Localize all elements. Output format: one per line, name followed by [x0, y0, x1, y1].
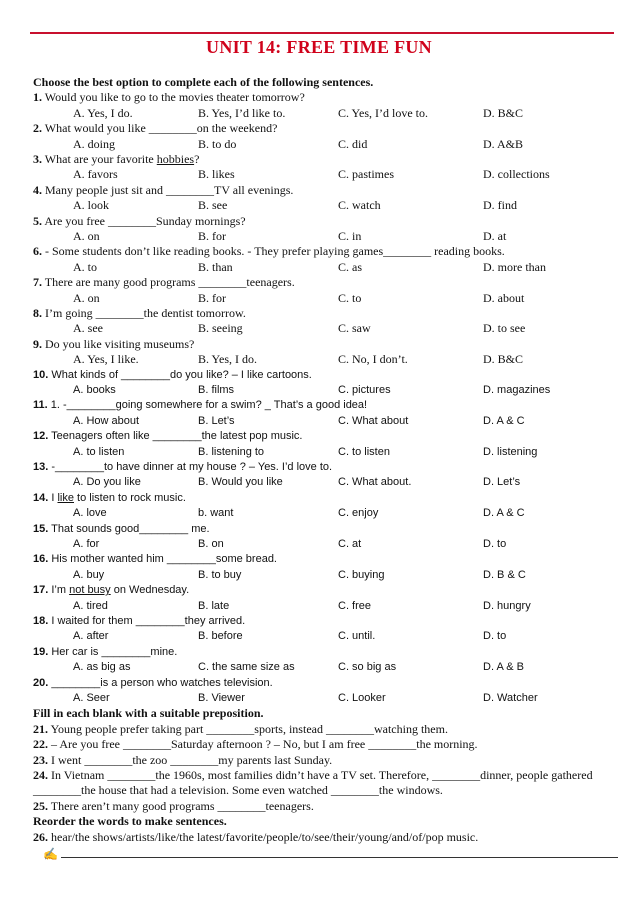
option-a[interactable]: A. look [73, 198, 109, 213]
option-c[interactable]: C. to [338, 290, 362, 305]
question-row [33, 368, 618, 383]
fill-blank-list [33, 722, 618, 814]
question-row [33, 121, 618, 136]
question-number: 23. [33, 752, 48, 767]
question-text: I’m going ________the dentist tomorrow. [45, 305, 246, 320]
option-b[interactable]: B. late [198, 599, 230, 612]
option-d[interactable]: D. hungry [483, 599, 531, 612]
option-a[interactable]: A. as big as [73, 661, 131, 674]
option-d[interactable]: D. more than [483, 259, 546, 274]
answer-options [33, 475, 618, 490]
option-b[interactable]: B. listening to [198, 445, 265, 458]
option-b[interactable]: B. seeing [198, 321, 243, 336]
option-c[interactable]: C. so big as [338, 661, 397, 674]
option-a[interactable]: A. after [73, 630, 109, 643]
option-d[interactable]: D. B&C [483, 105, 524, 120]
option-d[interactable]: D. A & B [483, 661, 524, 674]
option-d[interactable]: D. at [483, 229, 507, 243]
question-text: I waited for them ________they arrived. [51, 614, 246, 627]
question-row [33, 491, 618, 506]
option-d[interactable]: D. A&B [483, 136, 524, 151]
question-text-end: ? [194, 152, 200, 166]
option-a[interactable]: A. Do you like [73, 476, 141, 489]
question-text: His mother wanted him ________some bread. [51, 553, 277, 566]
section-heading-choose: Choose the best option to complete each of the following sentences. [33, 75, 374, 89]
option-a[interactable]: A. to [73, 259, 97, 274]
question-row [33, 645, 618, 660]
answer-options [33, 537, 618, 552]
option-b[interactable]: B. for [198, 290, 226, 305]
option-c[interactable]: C. pictures [338, 383, 391, 396]
fill-question [33, 737, 618, 752]
option-d[interactable]: D. collections [483, 167, 550, 182]
question-row [33, 90, 618, 105]
option-a[interactable]: A. on [73, 290, 100, 305]
answer-options [33, 260, 618, 275]
option-c[interactable]: C. buying [338, 568, 385, 581]
fill-question [33, 799, 618, 814]
question-row [33, 275, 618, 290]
question-row [33, 244, 618, 259]
multiple-choice-list [33, 90, 618, 706]
question-text: -________to have dinner at my house ? – Yes. I’d love to. [51, 460, 333, 473]
question-text: Many people just sit and ________TV all evenings. [45, 182, 294, 197]
option-c[interactable]: C. at [338, 537, 362, 550]
question-text: - Some students don’t like reading books. - They prefer playing games________ reading books. [45, 244, 505, 259]
option-d[interactable]: D. to [483, 630, 507, 643]
question-number: 4. [33, 182, 42, 197]
underlined-word: hobbies [156, 152, 195, 166]
option-c[interactable]: C. saw [338, 321, 371, 336]
question-number: 16. [33, 553, 49, 566]
option-b[interactable]: B. Yes, I do. [198, 352, 258, 367]
answer-options [33, 291, 618, 306]
option-a[interactable]: A. doing [73, 136, 115, 151]
option-b[interactable]: B. films [198, 383, 235, 396]
pencil-icon: ✍ [43, 847, 58, 861]
question-row [33, 183, 618, 198]
option-b[interactable]: C. the same size as [198, 661, 295, 674]
question-number: 5. [33, 213, 42, 228]
option-d[interactable]: D. B&C [483, 352, 524, 367]
option-b[interactable]: B. than [198, 259, 233, 274]
option-a[interactable]: A. Yes, I do. [73, 105, 133, 120]
option-b[interactable]: B. before [198, 630, 243, 643]
question-row [33, 306, 618, 321]
question-text-end: to listen to rock music. [74, 491, 186, 504]
option-c[interactable]: C. free [338, 599, 372, 612]
question-text: Young people prefer taking part ________sports, instead ________watching them. [50, 721, 448, 736]
fill-question [33, 753, 618, 768]
option-c[interactable]: C. Yes, I’d love to. [338, 105, 429, 120]
answer-options [33, 321, 618, 336]
question-number: 9. [33, 336, 42, 351]
option-d[interactable]: D. Let’s [483, 476, 521, 489]
answer-options [33, 198, 618, 213]
answer-options [33, 229, 618, 244]
option-b[interactable]: B. Let’s [198, 414, 235, 427]
question-number: 7. [33, 275, 42, 290]
option-d[interactable]: D. Watcher [483, 691, 538, 704]
worksheet-body [33, 75, 618, 863]
option-c[interactable]: C. What about [338, 414, 409, 427]
option-c[interactable]: C. watch [338, 198, 381, 213]
option-b[interactable]: B. for [198, 229, 226, 243]
question-text: – Are you free ________Saturday afternoon ? – No, but I am free ________the morning. [51, 737, 478, 752]
option-c[interactable]: C. What about. [338, 476, 412, 489]
question-row [33, 522, 618, 537]
answer-options [33, 660, 618, 675]
option-d[interactable]: D. listening [483, 445, 538, 458]
question-number: 26. [33, 829, 48, 844]
question-row [33, 583, 618, 598]
question-row [33, 337, 618, 352]
answer-options [33, 167, 618, 182]
question-row [33, 429, 618, 444]
question-text: hear/the shows/artists/like/the latest/favorite/people/to/see/their/young/and/of/pop music. [51, 829, 479, 844]
option-c[interactable]: C. pastimes [338, 167, 394, 182]
question-number: 17. [33, 584, 49, 597]
question-number: 6. [33, 244, 42, 259]
option-d[interactable]: D. A & C [483, 414, 525, 427]
option-b[interactable]: B. on [198, 537, 224, 550]
question-text: I [51, 491, 58, 504]
question-number: 1. [33, 90, 42, 105]
question-text: In Vietnam ________the 1960s, most families didn’t have a TV set. Therefore, ________dinner, people gathered ________the house that had a television. Some even watched ________the windows. [33, 767, 593, 798]
question-number: 13. [33, 460, 49, 473]
question-number: 19. [33, 645, 49, 658]
option-a[interactable]: A. love [73, 507, 107, 520]
question-number: 25. [33, 798, 48, 813]
option-a[interactable]: A. books [73, 383, 116, 396]
option-c[interactable]: C. until. [338, 630, 376, 643]
option-a[interactable]: A. Seer [73, 691, 110, 704]
question-text: That sounds good________ me. [51, 522, 210, 535]
option-b[interactable]: B. Would you like [198, 476, 283, 489]
option-c[interactable]: C. No, I don’t. [338, 352, 408, 367]
question-text: Teenagers often like ________the latest pop music. [51, 430, 303, 443]
option-d[interactable]: D. find [483, 198, 517, 213]
question-text-end: on Wednesday. [110, 584, 190, 597]
question-text: There aren’t many good programs ________teenagers. [50, 798, 314, 813]
answer-options [33, 445, 618, 460]
question-number: 2. [33, 121, 42, 136]
answer-underline [61, 857, 618, 858]
option-c[interactable]: C. did [338, 136, 368, 151]
reorder-question [33, 830, 618, 845]
answer-options [33, 506, 618, 521]
option-b[interactable]: B. likes [198, 167, 235, 182]
question-row [33, 152, 618, 167]
question-text: I’m [51, 584, 70, 597]
option-a[interactable]: A. for [73, 537, 100, 550]
question-text: ________is a person who watches television. [51, 676, 273, 689]
question-number: 11. [33, 399, 48, 412]
question-number: 22. [33, 737, 48, 752]
option-c[interactable]: C. to listen [338, 445, 390, 458]
option-d[interactable]: D. magazines [483, 383, 551, 396]
option-d[interactable]: D. A & C [483, 507, 525, 520]
answer-options [33, 568, 618, 583]
answer-options [33, 352, 618, 367]
question-text: Are you free ________Sunday mornings? [44, 213, 246, 228]
question-row [33, 398, 618, 413]
option-b[interactable]: B. see [198, 198, 228, 213]
option-b[interactable]: B. Viewer [198, 691, 245, 704]
option-a[interactable]: A. buy [73, 568, 105, 581]
question-number: 10. [33, 368, 49, 381]
option-d[interactable]: D. to [483, 537, 507, 550]
option-b[interactable]: b. want [198, 507, 234, 520]
question-text: Would you like to go to the movies theater tomorrow? [44, 90, 305, 105]
question-number: 15. [33, 522, 49, 535]
question-text: What are your favorite [44, 152, 157, 166]
option-c[interactable]: C. in [338, 229, 362, 243]
question-number: 24. [33, 767, 48, 782]
option-d[interactable]: D. about [483, 290, 525, 305]
option-a[interactable]: A. to listen [73, 445, 125, 458]
question-row [33, 214, 618, 229]
fill-question [33, 768, 618, 799]
option-d[interactable]: D. to see [483, 321, 526, 336]
question-text: What kinds of ________do you like? – I like cartoons. [51, 368, 312, 381]
question-text: Do you like visiting museums? [45, 336, 195, 351]
underlined-word: like [57, 491, 74, 504]
option-c[interactable]: C. enjoy [338, 507, 379, 520]
question-row [33, 552, 618, 567]
question-row [33, 460, 618, 475]
question-number: 12. [33, 430, 49, 443]
answer-options [33, 414, 618, 429]
reorder-list [33, 830, 618, 845]
question-number: 18. [33, 614, 49, 627]
option-d[interactable]: D. B & C [483, 568, 526, 581]
option-a[interactable]: A. How about [73, 414, 140, 427]
question-number: 3. [33, 152, 42, 166]
answer-options [33, 137, 618, 152]
option-a[interactable]: A. Yes, I like. [73, 352, 139, 367]
question-number: 8. [33, 305, 42, 320]
option-a[interactable]: A. tired [73, 599, 108, 612]
question-number: 21. [33, 721, 48, 736]
option-b[interactable]: B. to buy [198, 568, 242, 581]
top-rule [30, 32, 614, 34]
question-row [33, 614, 618, 629]
page-title: UNIT 14: FREE TIME FUN [206, 37, 432, 57]
question-text: 1. -________going somewhere for a swim? _ That’s a good idea! [50, 399, 368, 412]
question-row [33, 676, 618, 691]
question-number: 14. [33, 491, 49, 504]
option-c[interactable]: C. as [338, 259, 362, 274]
section-heading-fill: Fill in each blank with a suitable preposition. [33, 706, 264, 721]
fill-question [33, 722, 618, 737]
question-text: I went ________the zoo ________my parents last Sunday. [51, 752, 333, 767]
answer-options [33, 599, 618, 614]
answer-options [33, 106, 618, 121]
answer-options [33, 383, 618, 398]
option-a[interactable]: A. favors [73, 167, 118, 182]
section-heading-reorder: Reorder the words to make sentences. [33, 814, 227, 829]
underlined-word: not busy [69, 584, 111, 597]
option-b[interactable]: B. Yes, I’d like to. [198, 105, 286, 120]
answer-options [33, 691, 618, 706]
option-a[interactable]: A. on [73, 229, 100, 243]
question-text: There are many good programs ________teenagers. [44, 275, 295, 290]
question-text: What would you like ________on the weekend? [44, 121, 278, 136]
answer-options [33, 629, 618, 644]
option-b[interactable]: B. to do [198, 136, 237, 151]
option-a[interactable]: A. see [73, 321, 103, 336]
question-number: 20. [33, 676, 49, 689]
answer-line[interactable] [33, 845, 618, 863]
question-text: Her car is ________mine. [51, 645, 178, 658]
option-c[interactable]: C. Looker [338, 691, 386, 704]
